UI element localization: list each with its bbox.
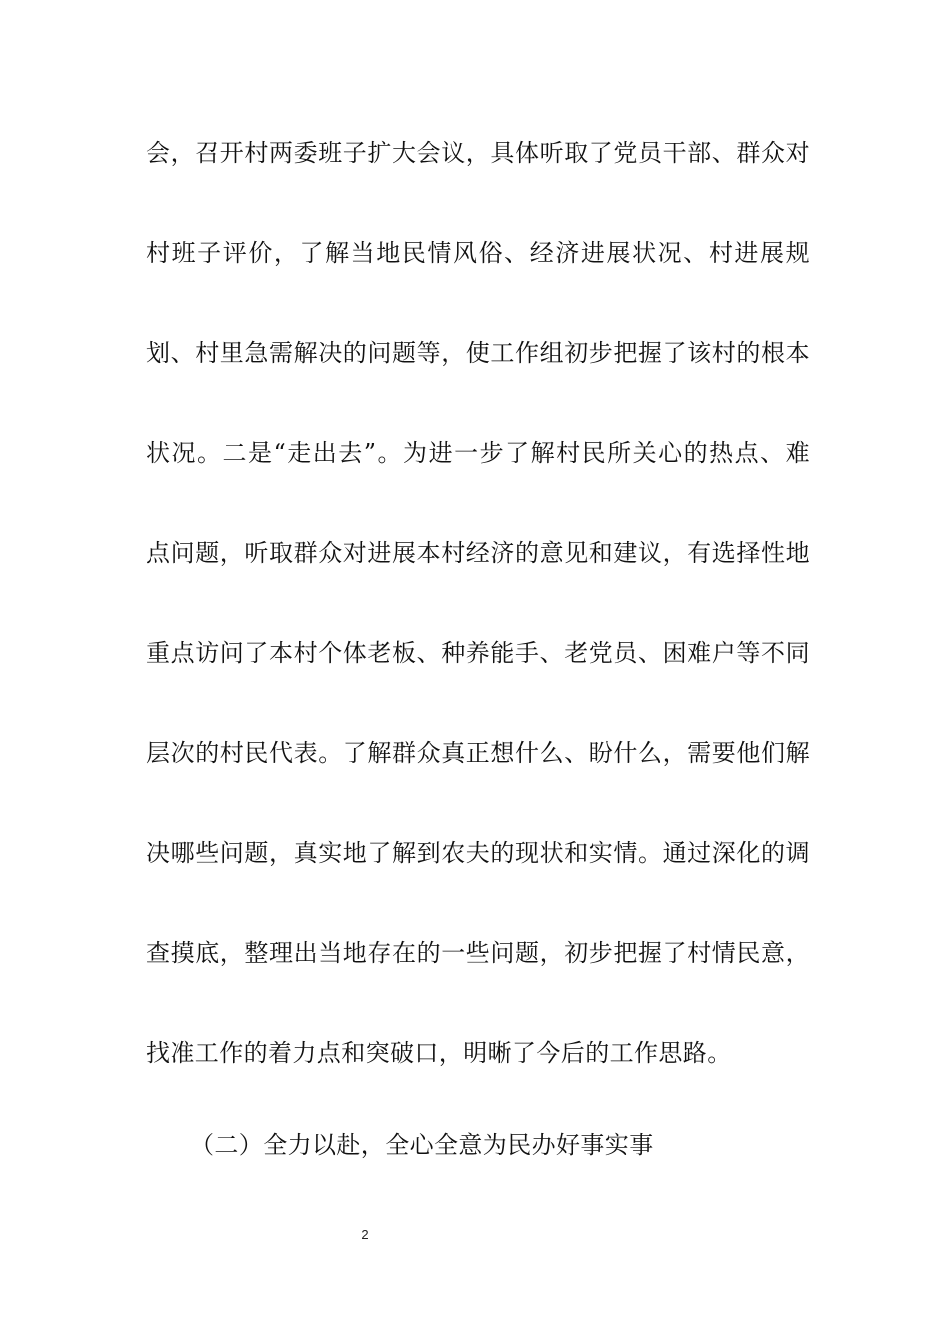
body-text-line: 点问题，听取群众对进展本村经济的意见和建议，有选择性地 bbox=[146, 539, 810, 567]
body-text-line: 决哪些问题，真实地了解到农夫的现状和实情。通过深化的调 bbox=[146, 839, 810, 867]
body-text-line: 划、村里急需解决的问题等，使工作组初步把握了该村的根本 bbox=[146, 339, 810, 367]
body-text-line: 村班子评价，了解当地民情风俗、经济进展状况、村进展规 bbox=[146, 239, 810, 267]
body-text-line: 重点访问了本村个体老板、种养能手、老党员、困难户等不同 bbox=[146, 639, 810, 667]
body-text-line: 状况。二是“走出去”。为进一步了解村民所关心的热点、难 bbox=[146, 439, 810, 467]
body-text-line: 查摸底，整理出当地存在的一些问题，初步把握了村情民意， bbox=[146, 939, 810, 967]
body-text-line-last: 找准工作的着力点和突破口，明晰了今后的工作思路。 bbox=[146, 1039, 732, 1067]
page-number: 2 bbox=[361, 1227, 369, 1242]
body-text-line: 层次的村民代表。了解群众真正想什么、盼什么，需要他们解 bbox=[146, 739, 810, 767]
section-heading: （二）全力以赴，全心全意为民办好事实事 bbox=[190, 1131, 654, 1159]
body-text-line: 会，召开村两委班子扩大会议，具体听取了党员干部、群众对 bbox=[146, 139, 810, 167]
